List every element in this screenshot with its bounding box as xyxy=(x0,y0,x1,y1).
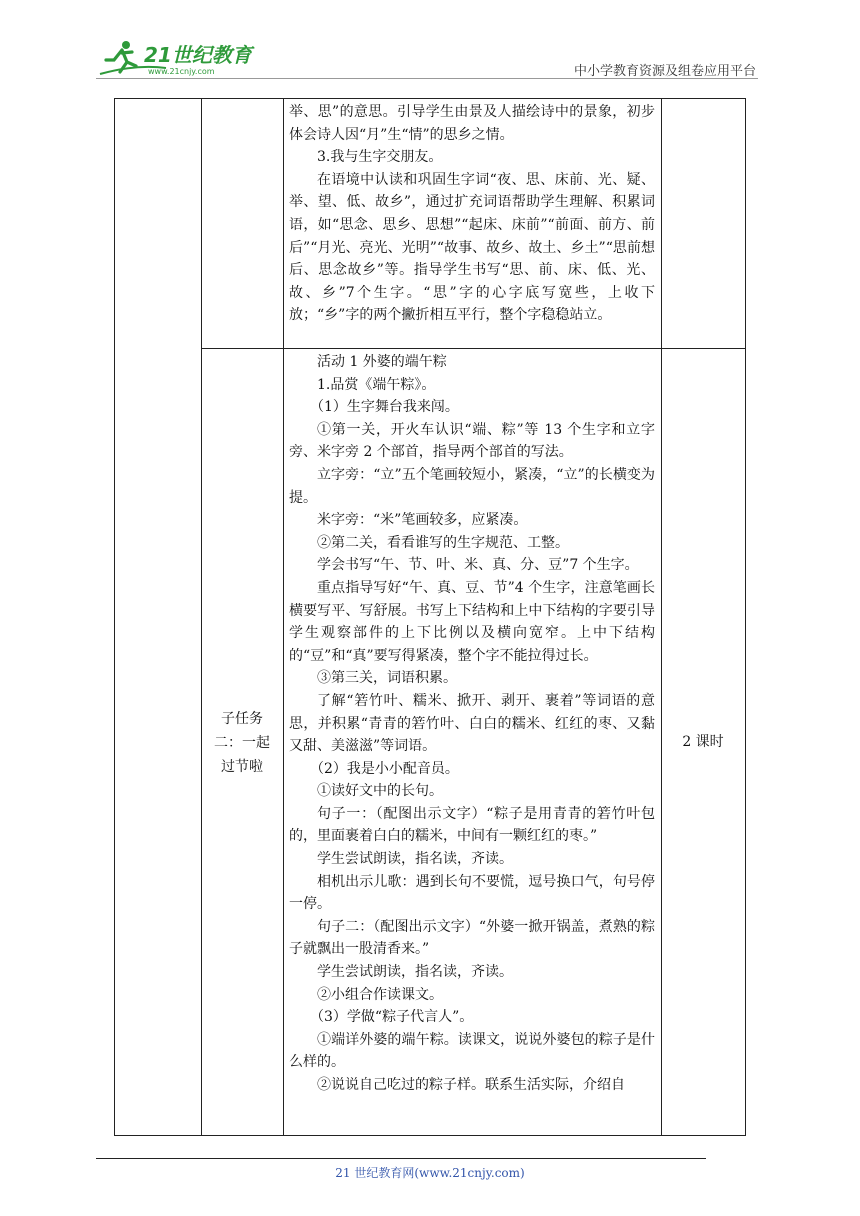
row2-paragraph: ③第三关，词语积累。 xyxy=(317,670,457,687)
row2-content xyxy=(283,351,661,1097)
logo-runner-icon xyxy=(96,36,266,80)
row2-paragraph: ②小组合作读课文。 xyxy=(317,986,443,1003)
row2-paragraph: 相机出示儿歌：遇到长句不要慌，逗号换口气，句号停一停。 xyxy=(289,873,655,913)
platform-name: 中小学教育资源及组卷应用平台 xyxy=(573,64,756,79)
site-logo[interactable] xyxy=(96,36,266,80)
row1-paragraph: 举、思”的意思。引导学生由景及人描绘诗中的景象，初步体会诗人因“月”生“情”的思乡之情。 xyxy=(289,104,655,143)
class-hours: 2 课时 xyxy=(682,734,724,750)
row2-paragraph: 句子一：（配图出示文字）“粽子是用青青的箬竹叶包的，里面裹着白白的糯米，中间有一颗红红的枣。” xyxy=(289,805,655,845)
column-divider-3 xyxy=(661,99,662,1135)
row2-paragraph: ①读好文中的长句。 xyxy=(317,783,443,800)
row2-paragraph: ②第二关，看看谁写的生字规范、工整。 xyxy=(317,534,569,551)
header-divider xyxy=(96,78,758,79)
column-divider-1 xyxy=(201,99,202,1135)
row2-paragraph: （2）我是小小配音员。 xyxy=(310,760,459,777)
row2-paragraph: 句子二：（配图出示文字）“外婆一掀开锅盖，煮熟的粽子就飘出一股清香来。” xyxy=(289,918,655,958)
sub-task-label: 子任务二：一起过节啦 xyxy=(214,711,270,775)
row2-paragraph: 立字旁：“立”五个笔画较短小，紧凑，“立”的长横变为提。 xyxy=(289,466,655,506)
row2-paragraph: ①第一关，开火车认识“端、粽”等 13 个生字和立字旁、米字旁 2 个部首，指导两个部首的写法。 xyxy=(289,421,655,461)
row2-paragraph: ②说说自己吃过的粽子样。联系生活实际，介绍自 xyxy=(317,1077,625,1093)
row1-content xyxy=(283,101,661,327)
row2-paragraph: 学生尝试朗读，指名读，齐读。 xyxy=(317,964,513,981)
row1-paragraph: 在语境中认读和巩固生字词“夜、思、床前、光、疑、举、望、低、故乡”，通过扩充词语帮助学生理解、积累词语，如“思念、思乡、思想”“起床、床前”“前面、前方、前后”“月光、亮光、光明”“故事、故乡、故土、乡土”“思前想后、思念故乡”等。指导学生书写“思、前、床、低、光、故、乡”7个生字。“思”字的心字底写宽些，上收下放；“乡”字的两个撇折相互平行，整个字稳稳站立。 xyxy=(289,171,655,324)
row2-paragraph: 学生尝试朗读，指名读，齐读。 xyxy=(317,851,513,868)
row2-paragraph: 学会书写“午、节、叶、米、真、分、豆”7 个生字。 xyxy=(317,557,639,574)
row2-paragraph: 了解“箬竹叶、糯米、掀开、剥开、裹着”等词语的意思，并积累“青青的箬竹叶、白白的糯米、红红的枣、又黏又甜、美滋滋”等词语。 xyxy=(289,692,655,755)
row2-paragraph: 米字旁：“米”笔画较多，应紧凑。 xyxy=(317,512,528,529)
footer-divider xyxy=(96,1158,706,1159)
logo-url: www.21cnjy.com xyxy=(148,67,215,76)
footer-link[interactable]: 21 世纪教育网(www.21cnjy.com) xyxy=(335,1166,525,1180)
logo-text: 21世纪教育 xyxy=(144,43,252,67)
row1-paragraph: 3.我与生字交朋友。 xyxy=(317,149,443,166)
row2-paragraph: （1）生字舞台我来闯。 xyxy=(310,399,459,416)
row-divider xyxy=(201,348,745,349)
row2-paragraph: ①端详外婆的端午粽。读课文，说说外婆包的粽子是什么样的。 xyxy=(289,1031,655,1071)
row2-paragraph: （3）学做“粽子代言人”。 xyxy=(310,1009,474,1026)
activity-title: 活动 1 外婆的端午粽 xyxy=(317,354,447,370)
lesson-plan-table xyxy=(114,98,746,1136)
row2-paragraph: 重点指导写好“午、真、豆、节”4 个生字，注意笔画长横要写平、写舒展。书写上下结构和上中下结构的字要引导学生观察部件的上下比例以及横向宽窄。上中下结构的“豆”和“真”要写得紧凑，整个字不能拉得过长。 xyxy=(289,579,655,664)
row2-paragraph: 1.品赏《端午粽》。 xyxy=(317,376,436,393)
